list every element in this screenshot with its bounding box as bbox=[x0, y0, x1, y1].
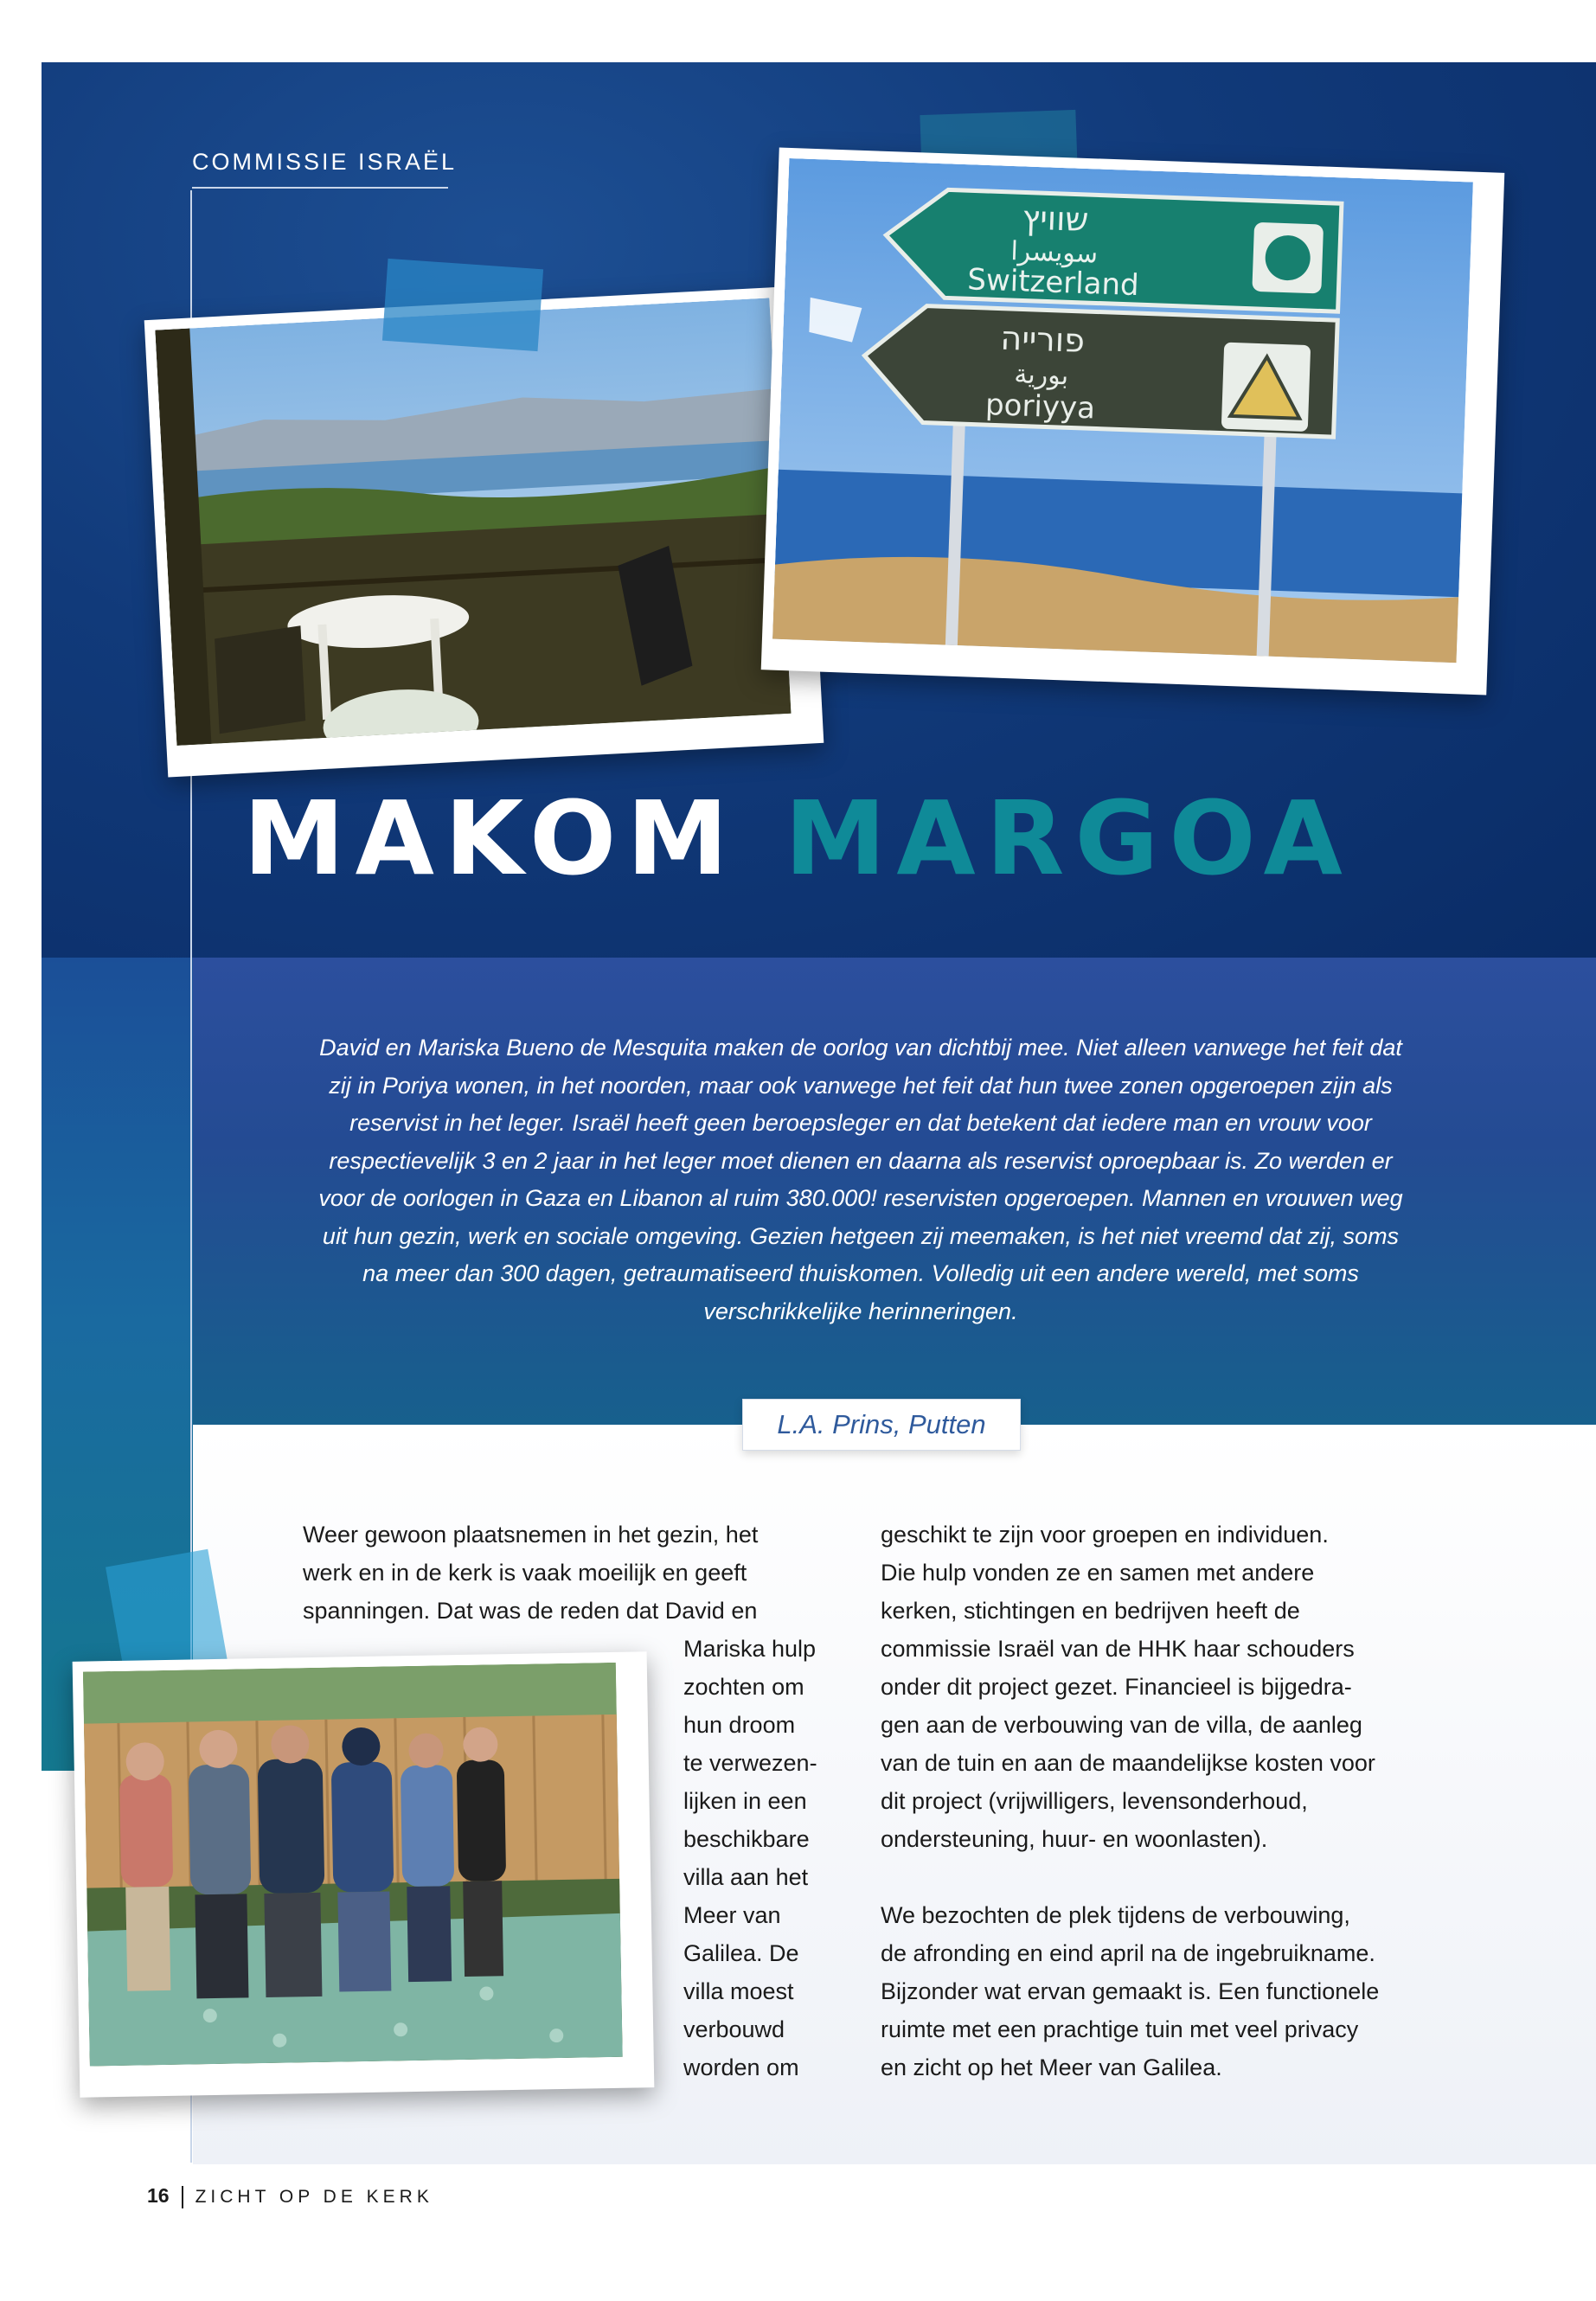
signs-illustration bbox=[772, 158, 1473, 663]
title-word-margoa: MARGOA bbox=[784, 779, 1353, 898]
intro-paragraph: David en Mariska Bueno de Mesquita maken de oorlog van dichtbij mee. Niet alleen vanwege het feit dat zij in Poriya wonen, in het noorden, maar ook vanwege het feit dat hun twee zonen opgeroepen zijn als reservist in het leger. Israël heeft geen beroepsleger en dat betekent dat iedere man en vrouw voor respectievelijk 3 en 2 jaar in het leger moet dienen en daarna als reservist oproepbaar is. Zo werden er voor de oorlogen in Gaza en Libanon al ruim 380.000! reservisten opgeroepen. Mannen en vrouwen weg uit hun gezin, werk en sociale omgeving. Gezien hetgeen zij meemaken, is het niet vreemd dat zij, soms na meer dan 300 dagen, getraumatiseerd thuiskomen. Volledig uit een andere wereld, met soms verschrikkelijke herinneringen. bbox=[318, 1035, 1403, 1324]
svg-text:שוויץ: שוויץ bbox=[1022, 198, 1090, 240]
svg-text:poriyya: poriyya bbox=[984, 388, 1096, 426]
body-line: gen aan de verbouwing van de villa, de aanleg bbox=[881, 1712, 1362, 1738]
title-word-makom: MAKOM bbox=[243, 779, 739, 898]
svg-text:Switzerland: Switzerland bbox=[966, 262, 1140, 304]
author-byline: L.A. Prins, Putten bbox=[742, 1399, 1021, 1451]
body-line: onder dit project gezet. Financieel is bijgedra- bbox=[881, 1674, 1352, 1700]
body-line: worden om bbox=[683, 2054, 799, 2080]
group-illustration bbox=[83, 1663, 623, 2067]
svg-text:سويسرا: سويسرا bbox=[1010, 235, 1099, 270]
body-line: beschikbare bbox=[683, 1826, 810, 1852]
body-line: kerken, stichtingen en bedrijven heeft de bbox=[881, 1598, 1300, 1624]
body-line: Bijzonder wat ervan gemaakt is. Een functionele bbox=[881, 1978, 1380, 2004]
body-line: geschikt te zijn voor groepen en individuen. bbox=[881, 1522, 1329, 1548]
body-line: verbouwd bbox=[683, 2016, 785, 2042]
photo-terrace bbox=[144, 286, 824, 778]
body-line: te verwezen- bbox=[683, 1750, 817, 1776]
body-line: van de tuin en aan de maandelijkse kosten voor bbox=[881, 1750, 1375, 1776]
body-line: hun droom bbox=[683, 1712, 796, 1738]
photo-group bbox=[73, 1651, 655, 2098]
body-line: ondersteuning, huur- en woonlasten). bbox=[881, 1826, 1268, 1852]
terrace-illustration bbox=[155, 298, 791, 746]
body-line: Mariska hulp bbox=[683, 1636, 817, 1662]
sign-switzerland bbox=[884, 188, 1342, 311]
photo-road-signs bbox=[761, 148, 1505, 695]
body-column-1-narrow bbox=[683, 1630, 839, 2086]
body-column-2 bbox=[881, 1516, 1408, 2086]
body-line: commissie Israël van de HHK haar schouders bbox=[881, 1636, 1355, 1662]
top-margin bbox=[0, 0, 1596, 62]
accent-square bbox=[382, 259, 543, 351]
svg-text:بورية: بورية bbox=[1013, 359, 1069, 392]
body-line: Galilea. De bbox=[683, 1940, 799, 1966]
body-line: villa moest bbox=[683, 1978, 794, 2004]
body-line: Weer gewoon plaatsnemen in het gezin, het bbox=[303, 1522, 759, 1548]
svg-text:פורייה: פורייה bbox=[999, 318, 1086, 360]
body-line: werk en in de kerk is vaak moeilijk en geeft bbox=[303, 1560, 747, 1586]
body-line: spanningen. Dat was de reden dat David en bbox=[303, 1598, 758, 1624]
body-line: We bezochten de plek tijdens de verbouwing, bbox=[881, 1902, 1350, 1928]
body-line: lijken in een bbox=[683, 1788, 807, 1814]
body-line: zochten om bbox=[683, 1674, 804, 1700]
page-title bbox=[0, 779, 1596, 898]
body-column-1 bbox=[303, 1516, 796, 1630]
body-line: Meer van bbox=[683, 1902, 781, 1928]
section-label: COMMISSIE ISRAËL bbox=[192, 149, 458, 175]
body-line: dit project (vrijwilligers, levensonderhoud, bbox=[881, 1788, 1308, 1814]
body-line: ruimte met een prachtige tuin met veel privacy bbox=[881, 2016, 1359, 2042]
body-line: Die hulp vonden ze en samen met andere bbox=[881, 1560, 1315, 1586]
page-footer bbox=[147, 2184, 433, 2208]
page-number: 16 bbox=[147, 2184, 170, 2207]
body-line: villa aan het bbox=[683, 1864, 809, 1890]
publication-name: ZICHT OP DE KERK bbox=[195, 2187, 433, 2207]
sign-poriyya bbox=[862, 304, 1337, 437]
footer-divider bbox=[182, 2186, 183, 2208]
body-line: de afronding en eind april na de ingebruikname. bbox=[881, 1940, 1375, 1966]
body-line: en zicht op het Meer van Galilea. bbox=[881, 2054, 1222, 2080]
section-label-underline bbox=[192, 187, 448, 189]
